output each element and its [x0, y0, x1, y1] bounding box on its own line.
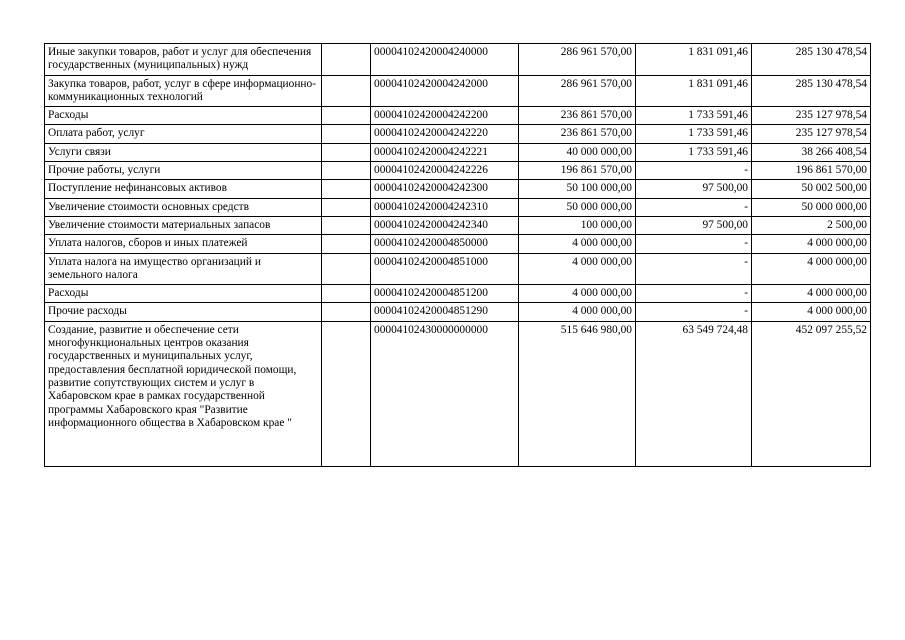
row-empty-cell [322, 285, 371, 303]
row-code: 00004102420004240000 [371, 44, 519, 76]
row-name: Увеличение стоимости материальных запасов [45, 216, 322, 234]
row-empty-cell [322, 253, 371, 285]
table-row [45, 143, 871, 161]
table-row [45, 285, 871, 303]
table-row [45, 125, 871, 143]
row-assigned: 196 861 570,00 [519, 162, 636, 180]
row-name: Расходы [45, 285, 322, 303]
row-name: Создание, развитие и обеспечение сети многофункциональных центров оказания государственных и муниципальных услуг, предоставления бесплатной юридической помощи, развитие сопутствующих систем и услуг в Хабаровском крае в рамках государственной программы Хабаровского края "Развитие информационного общества в Хабаровском крае " [45, 321, 322, 466]
row-name: Иные закупки товаров, работ и услуг для обеспечения государственных (муниципальных) нужд [45, 44, 322, 76]
row-remaining: 4 000 000,00 [752, 285, 871, 303]
row-name: Закупка товаров, работ, услуг в сфере информационно-коммуникационных технологий [45, 75, 322, 107]
row-assigned: 50 000 000,00 [519, 198, 636, 216]
row-executed: 1 733 591,46 [636, 125, 752, 143]
row-assigned: 4 000 000,00 [519, 303, 636, 321]
table-row [45, 216, 871, 234]
row-executed: - [636, 303, 752, 321]
row-assigned: 286 961 570,00 [519, 75, 636, 107]
row-assigned: 236 861 570,00 [519, 107, 636, 125]
row-empty-cell [322, 125, 371, 143]
table-row [45, 180, 871, 198]
row-empty-cell [322, 44, 371, 76]
row-code: 00004102420004242340 [371, 216, 519, 234]
row-empty-cell [322, 143, 371, 161]
table-row [45, 235, 871, 253]
row-empty-cell [322, 180, 371, 198]
row-empty-cell [322, 321, 371, 466]
row-name: Поступление нефинансовых активов [45, 180, 322, 198]
table-row [45, 321, 871, 466]
row-remaining: 196 861 570,00 [752, 162, 871, 180]
row-remaining: 4 000 000,00 [752, 235, 871, 253]
row-name: Расходы [45, 107, 322, 125]
row-code: 00004102420004851200 [371, 285, 519, 303]
row-executed: - [636, 162, 752, 180]
row-code: 00004102430000000000 [371, 321, 519, 466]
row-code: 00004102420004242300 [371, 180, 519, 198]
row-remaining: 285 130 478,54 [752, 75, 871, 107]
row-name: Уплата налогов, сборов и иных платежей [45, 235, 322, 253]
row-assigned: 100 000,00 [519, 216, 636, 234]
row-assigned: 286 961 570,00 [519, 44, 636, 76]
row-executed: - [636, 198, 752, 216]
budget-table [44, 43, 871, 467]
row-name: Прочие расходы [45, 303, 322, 321]
row-remaining: 2 500,00 [752, 216, 871, 234]
row-remaining: 285 130 478,54 [752, 44, 871, 76]
row-remaining: 50 002 500,00 [752, 180, 871, 198]
row-assigned: 50 100 000,00 [519, 180, 636, 198]
row-code: 00004102420004242310 [371, 198, 519, 216]
row-remaining: 235 127 978,54 [752, 125, 871, 143]
row-executed: 63 549 724,48 [636, 321, 752, 466]
table-row [45, 253, 871, 285]
row-assigned: 236 861 570,00 [519, 125, 636, 143]
row-remaining: 4 000 000,00 [752, 253, 871, 285]
row-remaining: 38 266 408,54 [752, 143, 871, 161]
budget-sheet [44, 43, 871, 467]
row-empty-cell [322, 198, 371, 216]
row-code: 00004102420004242000 [371, 75, 519, 107]
row-code: 00004102420004242221 [371, 143, 519, 161]
row-remaining: 4 000 000,00 [752, 303, 871, 321]
row-assigned: 40 000 000,00 [519, 143, 636, 161]
row-code: 00004102420004242220 [371, 125, 519, 143]
row-empty-cell [322, 303, 371, 321]
table-row [45, 198, 871, 216]
row-empty-cell [322, 235, 371, 253]
row-remaining: 452 097 255,52 [752, 321, 871, 466]
row-empty-cell [322, 162, 371, 180]
row-assigned: 4 000 000,00 [519, 253, 636, 285]
row-remaining: 235 127 978,54 [752, 107, 871, 125]
row-name: Прочие работы, услуги [45, 162, 322, 180]
row-assigned: 4 000 000,00 [519, 285, 636, 303]
row-executed: 97 500,00 [636, 216, 752, 234]
row-empty-cell [322, 216, 371, 234]
row-code: 00004102420004850000 [371, 235, 519, 253]
row-assigned: 4 000 000,00 [519, 235, 636, 253]
row-executed: - [636, 285, 752, 303]
row-remaining: 50 000 000,00 [752, 198, 871, 216]
row-executed: 1 831 091,46 [636, 75, 752, 107]
row-code: 00004102420004242200 [371, 107, 519, 125]
row-code: 00004102420004851290 [371, 303, 519, 321]
row-executed: 1 733 591,46 [636, 107, 752, 125]
row-executed: 1 831 091,46 [636, 44, 752, 76]
row-empty-cell [322, 75, 371, 107]
row-name: Услуги связи [45, 143, 322, 161]
row-name: Увеличение стоимости основных средств [45, 198, 322, 216]
table-row [45, 44, 871, 76]
row-name: Уплата налога на имущество организаций и земельного налога [45, 253, 322, 285]
row-executed: - [636, 253, 752, 285]
row-code: 00004102420004851000 [371, 253, 519, 285]
row-empty-cell [322, 107, 371, 125]
table-row [45, 107, 871, 125]
table-row [45, 303, 871, 321]
row-executed: - [636, 235, 752, 253]
table-row [45, 162, 871, 180]
row-executed: 1 733 591,46 [636, 143, 752, 161]
table-row [45, 75, 871, 107]
row-name: Оплата работ, услуг [45, 125, 322, 143]
row-executed: 97 500,00 [636, 180, 752, 198]
row-assigned: 515 646 980,00 [519, 321, 636, 466]
row-code: 00004102420004242226 [371, 162, 519, 180]
